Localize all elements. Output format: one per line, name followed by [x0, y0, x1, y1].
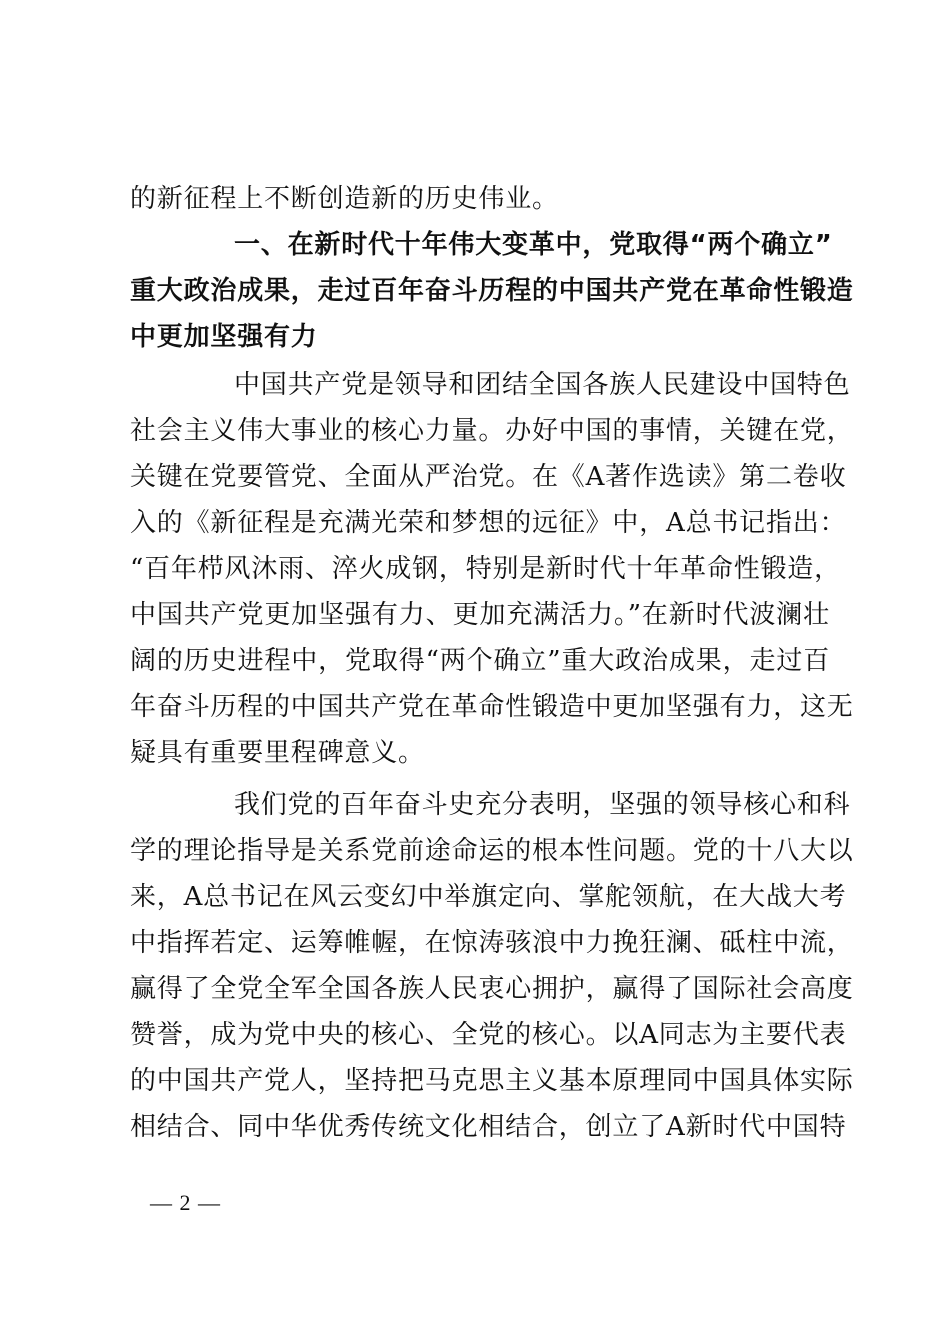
section-heading — [130, 222, 854, 360]
paragraph-line: 疑具有重要里程碑意义。 — [130, 738, 425, 768]
paragraph-2 — [130, 782, 854, 1150]
continuation-line: 的新征程上不断创造新的历史伟业。 — [130, 184, 559, 214]
paragraph-line: 赢得了全党全军全国各族人民衷心拥护，赢得了国际社会高度 — [130, 974, 854, 1004]
paragraph-line: 阔的历史进程中，党取得“两个确立”重大政治成果，走过百 — [130, 646, 830, 676]
paragraph-line: 相结合、同中华优秀传统文化相结合，创立了A新时代中国特 — [130, 1112, 847, 1142]
paragraph-line: 社会主义伟大事业的核心力量。办好中国的事情，关键在党， — [130, 416, 854, 446]
paragraph-line: 入的《新征程是充满光荣和梦想的远征》中，A总书记指出： — [130, 508, 847, 538]
paragraph-line: 中国共产党更加坚强有力、更加充满活力。”在新时代波澜壮 — [130, 600, 830, 630]
continuation-text — [130, 176, 830, 222]
paragraph-line: 来，A总书记在风云变幻中举旗定向、掌舵领航，在大战大考 — [130, 882, 847, 912]
paragraph-line: 中指挥若定、运筹帷幄，在惊涛骇浪中力挽狂澜、砥柱中流， — [130, 928, 854, 958]
page-number: — 2 — — [150, 1190, 221, 1215]
paragraph-line: 赞誉，成为党中央的核心、全党的核心。以A同志为主要代表 — [130, 1020, 847, 1050]
paragraph-line: 中国共产党是领导和团结全国各族人民建设中国特色 — [234, 370, 851, 400]
paragraph-line: 年奋斗历程的中国共产党在革命性锻造中更加坚强有力，这无 — [130, 692, 854, 722]
heading-line-3: 中更加坚强有力 — [130, 322, 318, 352]
paragraph-line: 学的理论指导是关系党前途命运的根本性问题。党的十八大以 — [130, 836, 854, 866]
heading-line-1: 一、在新时代十年伟大变革中，党取得“两个确立” — [234, 230, 833, 260]
paragraph-line: 我们党的百年奋斗史充分表明，坚强的领导核心和科 — [234, 790, 851, 820]
paragraph-line: 的中国共产党人，坚持把马克思主义基本原理同中国具体实际 — [130, 1066, 854, 1096]
paragraph-line: “百年栉风沐雨、淬火成钢，特别是新时代十年革命性锻造， — [130, 554, 841, 584]
heading-line-2: 重大政治成果，走过百年奋斗历程的中国共产党在革命性锻造 — [130, 276, 854, 306]
paragraph-line: 关键在党要管党、全面从严治党。在《A著作选读》第二卷收 — [130, 462, 847, 492]
paragraph-1 — [130, 362, 854, 776]
